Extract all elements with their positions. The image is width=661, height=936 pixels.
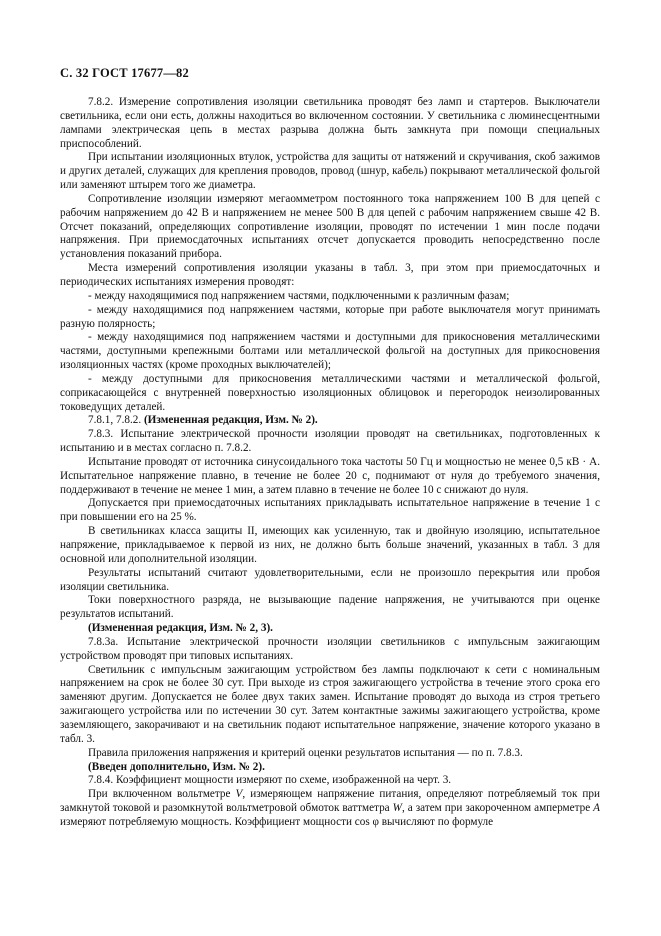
amendment-note: (Измененная редакция, Изм. № 2, 3).	[88, 622, 273, 635]
paragraph: Правила приложения напряжения и критерий оценки результатов испытания — по п. 7.8.3.	[88, 746, 523, 759]
wattmeter-symbol: W	[392, 802, 402, 815]
paragraph: В светильниках класса защиты II, имеющих как усиленную, так и двойную изоляцию, испытательное напряжение, прикладываемое к первой из них, не должно быть больше значений, указанных в табл. 3 для основной или дополнительной изоляции.	[60, 525, 600, 565]
text-run: , а затем при закороченном амперметре	[401, 802, 594, 815]
list-item: - между находящимися под напряжением частями, подключенными к различным фазам;	[88, 289, 510, 302]
amendment-note	[60, 414, 600, 428]
paragraph	[60, 788, 600, 830]
text-run: , измеряющем напряжение питания, определяют потребляемый ток при замкнутой токовой и разомкнутой вольтметровой обмоток ваттметра	[60, 788, 600, 815]
paragraph: Светильник с импульсным зажигающим устройством без лампы подключают к сети с номинальным напряжением на срок не более 30 сут. При выходе из строя зажигающего устройства в течение этого срока его заменяют другим. Допускается не более двух таких замен. Испытание проводят до выхода из строя третьего зажигающего устройства или по истечении 30 сут. Затем контактные зажимы зажигающего устройства, кроме заземляющего, закорачивают и на светильник подают испытательное напряжение, значение которого указано в табл. 3.	[60, 663, 600, 745]
paragraph: Испытание проводят от источника синусоидального тока частоты 50 Гц и мощностью не менее 0,5 кВ · А. Испытательное напряжение плавно, в течение не более 20 с, поднимают от нуля до требуемого значения, поддерживают в течение не менее 1 мин, а затем плавно в течение не более 10 с снижают до нуля.	[60, 455, 600, 496]
paragraph: Токи поверхностного разряда, не вызывающие падение напряжения, не учитываются при оценке результатов испытаний.	[60, 594, 600, 621]
voltmeter-symbol: V	[235, 788, 243, 801]
paragraph: Места измерений сопротивления изоляции указаны в табл. 3, при этом при приемосдаточных и периодических испытаниях измерения проводят:	[60, 262, 600, 288]
amendment-ref: 7.8.1, 7.8.2.	[88, 414, 144, 427]
paragraph: 7.8.3. Испытание электрической прочности изоляции проводят на светильниках, подготовленных к испытанию и в местах согласно п. 7.8.2.	[60, 428, 600, 455]
paragraph: 7.8.4. Коэффициент мощности измеряют по схеме, изображенной на черт. 3.	[88, 774, 452, 787]
amendment-text: (Измененная редакция, Изм. № 2).	[143, 414, 318, 427]
paragraph: 7.8.2. Измерение сопротивления изоляции светильника проводят без ламп и стартеров. Выключатели светильника, если они есть, должны находиться во включенном состоянии. У светильника с люминесцентными лампами электрическая цепь в местах разрыва должна быть замкнута при помощи специальных приспособлений.	[60, 96, 600, 150]
page-header: С. 32 ГОСТ 17677—82	[60, 66, 189, 80]
paragraph: Сопротивление изоляции измеряют мегаомметром постоянного тока напряжением 100 В для цепей с рабочим напряжением до 42 В и напряжением не менее 500 В для цепей с рабочим напряжением свыше 42 В. Отсчет показаний, определяющих сопротивление изоляции, проводят по истечении 1 мин после подачи напряжения. При приемосдаточных испытаниях отсчет допускается проводить непосредственно после установления показаний прибора.	[60, 192, 600, 261]
ammeter-symbol: A	[593, 802, 601, 815]
document-body	[60, 96, 600, 830]
paragraph: При испытании изоляционных втулок, устройства для защиты от натяжений и скручивания, скоб зажимов и других деталей, служащих для крепления проводов, провод (шнур, кабель) покрывают металлической фольгой или заменяют штырем того же диаметра.	[60, 151, 600, 192]
paragraph: Допускается при приемосдаточных испытаниях прикладывать испытательное напряжение в течение 1 с при повышении его на 25 %.	[60, 497, 600, 524]
text-run: измеряют потребляемую мощность. Коэффициент мощности cos φ вычисляют по формуле	[60, 815, 494, 828]
paragraph: Результаты испытаний считают удовлетворительными, если не произошло перекрытия или пробоя изоляции светильника.	[60, 566, 600, 593]
list-item: - между доступными для прикосновения металлическими частями и металлической фольгой, соприкасающейся с внутренней поверхностью изоляционных облицовок и перегородок неизолированных токоведущих деталей.	[60, 372, 600, 413]
amendment-note: (Введен дополнительно, Изм. № 2).	[88, 760, 265, 773]
text-run: При включенном вольтметре	[88, 788, 236, 801]
list-item: - между находящимися под напряжением частями и доступными для прикосновения металлическими частями, доступными крепежными болтами или металлической фольгой на доступных для прикосновения изоляционных частях (кроме проходных выключателей);	[60, 331, 600, 372]
list-item: - между находящимися под напряжением частями, которые при работе выключателя могут принимать разную полярность;	[60, 303, 600, 330]
paragraph: 7.8.3а. Испытание электрической прочности изоляции светильников с импульсным зажигающим устройством проводят при типовых испытаниях.	[60, 635, 600, 662]
